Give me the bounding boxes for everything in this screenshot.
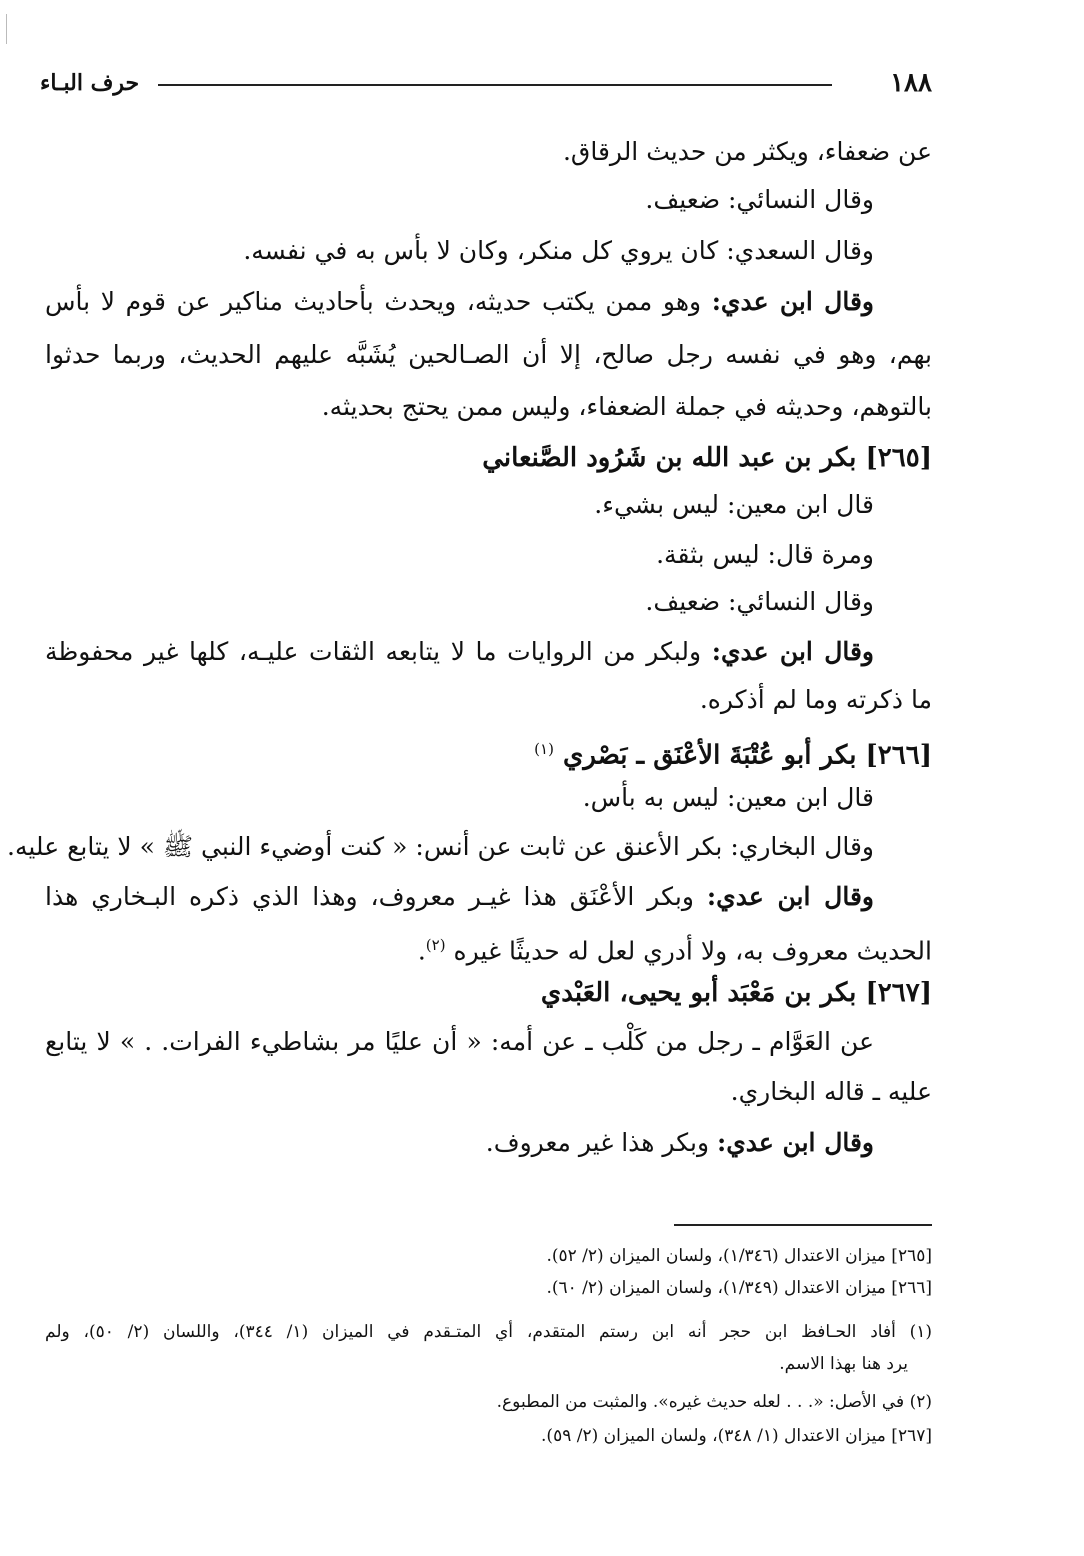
- footnote-rule: [674, 1224, 932, 1226]
- header-rule: [158, 84, 832, 86]
- body-line: بهم، وهو في نفسه رجل صالح، إلا أن الصـالحين يُشَبَّه عليهم الحديث، وربما حدثوا: [45, 340, 932, 369]
- footnote: [٢٦٧] ميزان الاعتدال (١/ ٣٤٨)، ولسان الميزان (٢/ ٥٩).: [541, 1426, 932, 1446]
- footnote: (٢) في الأصل: «. . . لعله حديث غيره». والمثبت من المطبوع.: [496, 1392, 932, 1412]
- body-line: وقال النسائي: ضعيف.: [645, 185, 874, 214]
- body-line: الحديث معروف به، ولا أدري لعل له حديثًا غيره $^{(٢)}$.: [417, 936, 932, 966]
- entry-heading-265: [٢٦٥] بكر بن عبد الله بن شَرُود الصَّنعاني: [482, 443, 932, 473]
- entry-heading-267: [٢٦٧] بكر بن مَعْبَد أبو يحيى، العَبْدي: [540, 978, 932, 1008]
- ibn-adi-lead: وقال ابن عدي:: [717, 1128, 874, 1157]
- entry-heading-266: [٢٦٦] بكر أبو عُتْبَةَ الأعْنَق ـ بَصْري $^{(١)}$: [534, 740, 932, 771]
- footnote-ref: (٢): [425, 936, 446, 954]
- body-line: عليه ـ قاله البخاري.: [730, 1077, 932, 1106]
- body-line: عن ضعفاء، ويكثر من حديث الرقاق.: [562, 137, 932, 166]
- footnote: [٢٦٦] ميزان الاعتدال (١/٣٤٩)، ولسان الميزان (٢/ ٦٠).: [546, 1278, 932, 1298]
- page-number: ١٨٨: [890, 68, 932, 98]
- body-line: وقال النسائي: ضعيف.: [645, 587, 874, 616]
- body-line: وقال ابن عدي: وهو ممن يكتب حديثه، ويحدث بأحاديث مناكير عن قوم لا بأس: [45, 287, 874, 316]
- ibn-adi-lead: وقال ابن عدي:: [711, 637, 875, 666]
- body-line: وقال السعدي: كان يروي كل منكر، وكان لا بأس به في نفسه.: [243, 236, 874, 265]
- chapter-title: حرف البـاء: [40, 70, 140, 96]
- body-line: قال ابن معين: ليس به بأس.: [582, 783, 874, 812]
- body-line: وقال البخاري: بكر الأعنق عن ثابت عن أنس: « كنت أوضيء النبي ﷺ » لا يتابع عليه.: [7, 832, 874, 861]
- body-line: ما ذكرته وما لم أذكره.: [699, 685, 932, 714]
- body-line: قال ابن معين: ليس بشيء.: [594, 490, 874, 519]
- body-line: وقال ابن عدي: وبكر هذا غير معروف.: [485, 1128, 874, 1157]
- ibn-adi-lead: وقال ابن عدي:: [706, 882, 874, 911]
- ibn-adi-lead: وقال ابن عدي:: [711, 287, 874, 316]
- footnote: (١) أفاد الحـافظ ابن حجر أنه ابن رستم المتقدم، أي المتـقدم في الميزان (١/ ٣٤٤)، واللسان (٢/ ٥٠)، ولم: [45, 1322, 933, 1342]
- running-header: [40, 68, 932, 104]
- footnote: [٢٦٥] ميزان الاعتدال (١/٣٤٦)، ولسان الميزان (٢/ ٥٢).: [546, 1246, 932, 1266]
- body-line: عن العَوَّام ـ رجل من كَلْب ـ عن أمه: « أن عليًا مر بشاطيء الفرات. . » لا يتابع: [45, 1027, 874, 1056]
- body-line: وقال ابن عدي: ولبكر من الروايات ما لا يتابعه الثقات عليـه، كلها غير محفوظة: [45, 637, 875, 666]
- body-line: وقال ابن عدي: وبكر الأعْنَق هذا غيـر معروف، وهذا الذي ذكره البـخاري هذا: [45, 882, 874, 911]
- body-line: ومرة قال: ليس بثقة.: [656, 540, 874, 569]
- body-line: بالتوهم، وحديثه في جملة الضعفاء، وليس ممن يحتج بحديثه.: [321, 392, 932, 421]
- footnote-ref: (١): [534, 740, 554, 758]
- footnote: يرد هنا بهذا الاسم.: [779, 1354, 908, 1374]
- scan-edge-mark: [6, 14, 15, 44]
